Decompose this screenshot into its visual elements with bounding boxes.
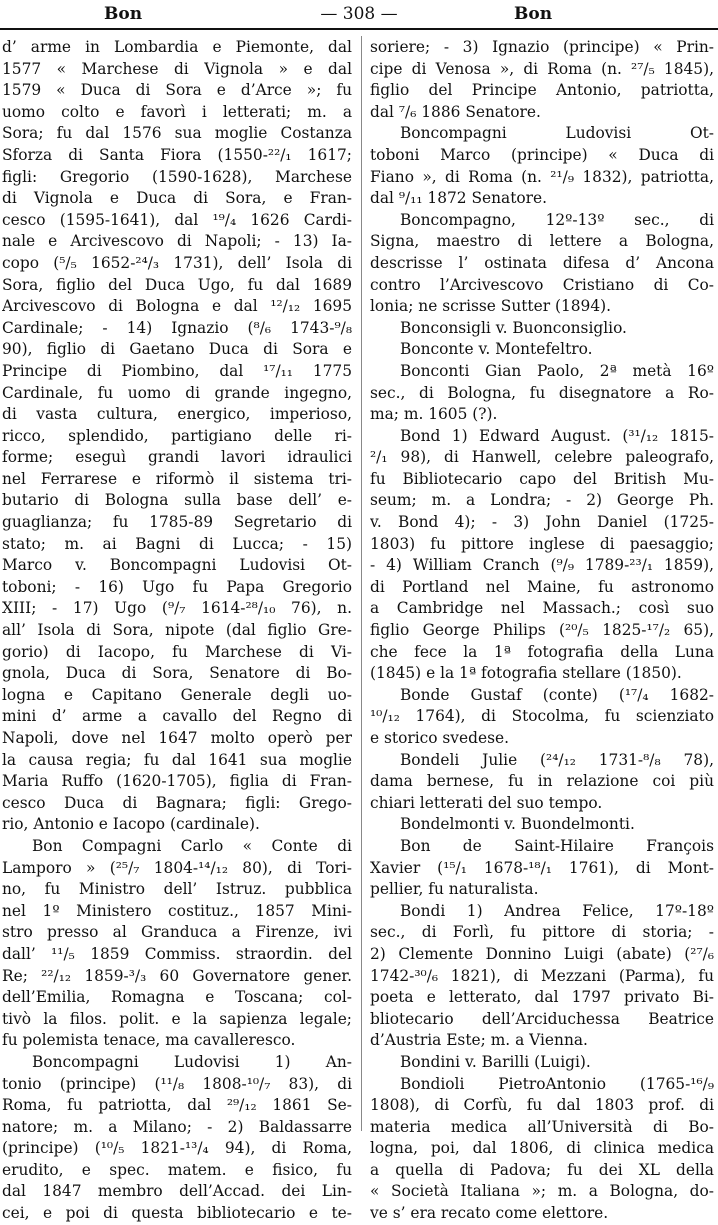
text-line: - 4) William Cranch (⁹/₉ 1789-²³/₁ 1859), xyxy=(370,556,714,575)
page-number: — 308 — xyxy=(320,4,398,24)
text-line: forme; eseguì grandi lavori idraulici xyxy=(2,448,352,467)
text-line: « Società Italiana »; m. a Bologna, do- xyxy=(370,1182,714,1201)
text-line: Bon Compagni Carlo « Conte di xyxy=(32,836,352,855)
text-line: Boncompagno, 12º-13º sec., di xyxy=(400,210,714,229)
text-line: ve s’ era recato come elettore. xyxy=(370,1204,609,1223)
text-line: contro l’Arcivescovo Cristiano di Co- xyxy=(370,275,714,294)
text-line: Fiano », di Roma (n. ²¹/₉ 1832), patriotta, xyxy=(370,167,714,186)
text-line: ricco, splendido, partigiano delle ri- xyxy=(2,426,352,445)
text-line: Bondini v. Barilli (Luigi). xyxy=(400,1052,591,1071)
text-line: a quella di Padova; fu dei XL della xyxy=(370,1160,714,1179)
text-line: gnola, Duca di Sora, Senatore di Bo- xyxy=(2,664,352,683)
text-line: Bon de Saint-Hilaire François xyxy=(400,836,714,855)
text-line: 1742-³⁰/₆ 1821), di Mezzani (Parma), fu xyxy=(370,966,714,985)
text-line: 90), figlio di Gaetano Duca di Sora e xyxy=(2,340,352,359)
text-line: Re; ²²/₁₂ 1859-³/₃ 60 Governatore gener. xyxy=(2,966,352,985)
text-line: nel 1º Ministero costituz., 1857 Mini- xyxy=(2,901,352,920)
header-right-word: Bon xyxy=(514,4,553,24)
text-line: dall’ ¹¹/₅ 1859 Commiss. straordin. del xyxy=(2,944,352,963)
text-line: rio, Antonio e Iacopo (cardinale). xyxy=(2,815,260,834)
text-line: materia medica all’Università di Bo- xyxy=(370,1117,714,1136)
header-rule xyxy=(0,28,718,30)
text-line: ¹⁰/₁₂ 1764), di Stocolma, fu scienziato xyxy=(370,707,714,726)
text-line: toboni Marco (principe) « Duca di xyxy=(370,145,714,164)
text-line: guaglianza; fu 1785-89 Segretario di xyxy=(2,513,352,532)
text-line: Signa, maestro di lettere a Bologna, xyxy=(370,232,714,251)
text-line: ma; m. 1605 (?). xyxy=(370,405,498,424)
text-line: figlio del Principe Antonio, patriotta, xyxy=(370,81,714,100)
text-line: di Portland nel Maine, fu astronomo xyxy=(370,577,714,596)
text-line: Bondeli Julie (²⁴/₁₂ 1731-⁸/₈ 78), xyxy=(400,750,714,769)
text-line: Sforza di Santa Fiora (1550-²²/₁ 1617; xyxy=(2,145,352,164)
text-line: ²/₁ 98), di Hanwell, celebre paleografo, xyxy=(370,448,714,467)
text-line: lonia; ne scrisse Sutter (1894). xyxy=(370,297,612,316)
text-line: Boncompagni Ludovisi 1) An- xyxy=(32,1052,352,1071)
text-line: (principe) (¹⁰/₅ 1821-¹³/₄ 94), di Roma, xyxy=(2,1139,352,1158)
text-line: la causa regia; fu dal 1641 sua moglie xyxy=(2,750,352,769)
text-line: pellier, fu naturalista. xyxy=(370,880,539,899)
text-line: erudito, e spec. matem. e fisico, fu xyxy=(2,1160,352,1179)
text-line: Napoli, dove nel 1647 molto operò per xyxy=(2,729,352,747)
text-line: cesco (1595-1641), dal ¹⁹/₄ 1626 Cardi- xyxy=(2,210,352,229)
text-line: Bonconsigli v. Buonconsiglio. xyxy=(400,318,627,337)
text-line: poeta e letterato, dal 1797 privato Bi- xyxy=(370,988,714,1007)
text-line: dell’Emilia, Romagna e Toscana; col- xyxy=(2,988,352,1007)
text-line: mini d’ arme a cavallo del Regno di xyxy=(2,707,352,726)
text-line: Bond 1) Edward August. (³¹/₁₂ 1815- xyxy=(400,426,714,445)
text-line: XIII; - 17) Ugo (⁹/₇ 1614-²⁸/₁₀ 76), n. xyxy=(2,599,352,618)
text-line: tivò la filos. polit. e la sapienza legale; xyxy=(2,1009,352,1028)
column-divider xyxy=(361,36,362,1131)
text-line: Bonconte v. Montefeltro. xyxy=(400,340,593,359)
text-line: di Vignola e Duca di Sora, e Fran- xyxy=(2,189,352,208)
text-line: 1803) fu pittore inglese di paesaggio; xyxy=(370,534,714,553)
header-left-word: Bon xyxy=(104,4,143,24)
text-line: bliotecario dell’Arciduchessa Beatrice xyxy=(370,1009,714,1028)
text-line: Sora; fu dal 1576 sua moglie Costanza xyxy=(2,124,352,143)
right-column xyxy=(370,37,714,1225)
text-line: Sora, figlio del Duca Ugo, fu dal 1689 xyxy=(2,275,352,294)
text-line: cipe di Venosa », di Roma (n. ²⁷/₅ 1845), xyxy=(370,59,714,78)
text-line: natore; m. a Milano; - 2) Baldassarre xyxy=(2,1117,352,1136)
text-line: figli: Gregorio (1590-1628), Marchese xyxy=(2,167,352,186)
text-line: sec., di Forlì, fu pittore di storia; - xyxy=(370,923,714,942)
text-line: Cardinale, fu uomo di grande ingegno, xyxy=(2,383,352,402)
text-line: Boncompagni Ludovisi Ot- xyxy=(400,124,714,143)
text-line: 1577 « Marchese di Vignola » e dal xyxy=(2,59,352,78)
text-line: 1579 « Duca di Sora e d’Arce »; fu xyxy=(2,81,352,100)
text-line: Arcivescovo di Bologna e dal ¹²/₁₂ 1695 xyxy=(2,297,352,316)
text-line: butario di Bologna sulla base dell’ e- xyxy=(2,491,352,510)
running-header xyxy=(0,0,718,28)
text-line: seum; m. a Londra; - 2) George Ph. xyxy=(370,491,714,510)
text-line: no, fu Ministro dell’ Istruz. pubblica xyxy=(2,880,352,899)
text-line: Bonconti Gian Paolo, 2ª metà 16º xyxy=(400,361,714,380)
text-line: (1845) e la 1ª fotografia stellare (1850). xyxy=(370,664,682,683)
text-line: Maria Ruffo (1620-1705), figlia di Fran- xyxy=(2,772,352,791)
text-line: d’ arme in Lombardia e Piemonte, dal xyxy=(2,38,352,56)
text-line: 2) Clemente Donnino Luigi (abate) (²⁷/₆ xyxy=(370,944,714,963)
text-line: che fece la 1ª fotografia della Luna xyxy=(370,642,714,661)
text-line: nale e Arcivescovo di Napoli; - 13) Ia- xyxy=(2,232,352,251)
text-line: 1808), di Corfù, fu dal 1803 prof. di xyxy=(370,1096,714,1115)
left-column xyxy=(2,37,352,1225)
text-line: tonio (principe) (¹¹/₈ 1808-¹⁰/₇ 83), di xyxy=(2,1074,352,1093)
text-line: Principe di Piombino, dal ¹⁷/₁₁ 1775 xyxy=(2,361,352,380)
text-line: d’Austria Este; m. a Vienna. xyxy=(370,1031,588,1050)
text-line: chiari letterati del suo tempo. xyxy=(370,793,603,812)
text-line: cei, e poi di questa bibliotecario e te- xyxy=(2,1204,352,1223)
text-line: all’ Isola di Sora, nipote (dal figlio Gre- xyxy=(2,621,352,640)
text-line: di vasta cultura, energico, imperioso, xyxy=(2,405,352,424)
text-line: Xavier (¹⁵/₁ 1678-¹⁸/₁ 1761), di Mont- xyxy=(370,858,714,877)
text-line: dama bernese, fu in relazione coi più xyxy=(370,772,714,791)
text-line: logna, poi, dal 1806, di clinica medica xyxy=(370,1139,714,1158)
text-line: copo (⁵/₅ 1652-²⁴/₃ 1731), dell’ Isola di xyxy=(2,253,352,272)
text-line: Bondi 1) Andrea Felice, 17º-18º xyxy=(400,901,714,920)
text-line: Roma, fu patriotta, dal ²⁹/₁₂ 1861 Se- xyxy=(2,1096,352,1115)
text-line: a Cambridge nel Massach.; così suo xyxy=(370,599,714,618)
text-line: Bondioli PietroAntonio (1765-¹⁶/₉ xyxy=(400,1074,714,1093)
text-line: logna e Capitano Generale degli uo- xyxy=(2,685,352,704)
text-line: stro presso al Granduca a Firenze, ivi xyxy=(2,923,352,942)
text-line: gorio) di Iacopo, fu Marchese di Vi- xyxy=(2,642,352,661)
text-line: Bonde Gustaf (conte) (¹⁷/₄ 1682- xyxy=(400,685,714,704)
text-line: dal ⁹/₁₁ 1872 Senatore. xyxy=(370,189,548,208)
text-line: cesco Duca di Bagnara; figli: Grego- xyxy=(2,793,352,812)
text-line: stato; m. ai Bagni di Lucca; - 15) xyxy=(2,534,352,553)
text-line: v. Bond 4); - 3) John Daniel (1725- xyxy=(370,513,714,532)
text-line: e storico svedese. xyxy=(370,729,509,747)
text-line: Cardinale; - 14) Ignazio (⁸/₆ 1743-⁹/₈ xyxy=(2,318,352,337)
text-line: figlio George Philips (²⁰/₅ 1825-¹⁷/₂ 65), xyxy=(370,621,714,640)
text-line: Marco v. Boncompagni Ludovisi Ot- xyxy=(2,556,352,575)
text-line: fu Bibliotecario capo del British Mu- xyxy=(370,469,714,488)
text-line: descrisse l’ ostinata difesa d’ Ancona xyxy=(370,253,714,272)
text-line: Lamporo » (²⁵/₇ 1804-¹⁴/₁₂ 80), di Tori- xyxy=(2,858,352,877)
text-line: uomo colto e favorì i letterati; m. a xyxy=(2,102,352,121)
text-line: dal 1847 membro dell’Accad. dei Lin- xyxy=(2,1182,352,1201)
text-line: soriere; - 3) Ignazio (principe) « Prin- xyxy=(370,38,714,56)
text-line: Bondelmonti v. Buondelmonti. xyxy=(400,815,635,834)
text-line: dal ⁷/₆ 1886 Senatore. xyxy=(370,102,541,121)
text-line: nel Ferrarese e riformò il sistema tri- xyxy=(2,469,352,488)
text-line: sec., di Bologna, fu disegnatore a Ro- xyxy=(370,383,714,402)
text-line: fu polemista tenace, ma cavalleresco. xyxy=(2,1031,296,1050)
text-line: toboni; - 16) Ugo fu Papa Gregorio xyxy=(2,577,352,596)
